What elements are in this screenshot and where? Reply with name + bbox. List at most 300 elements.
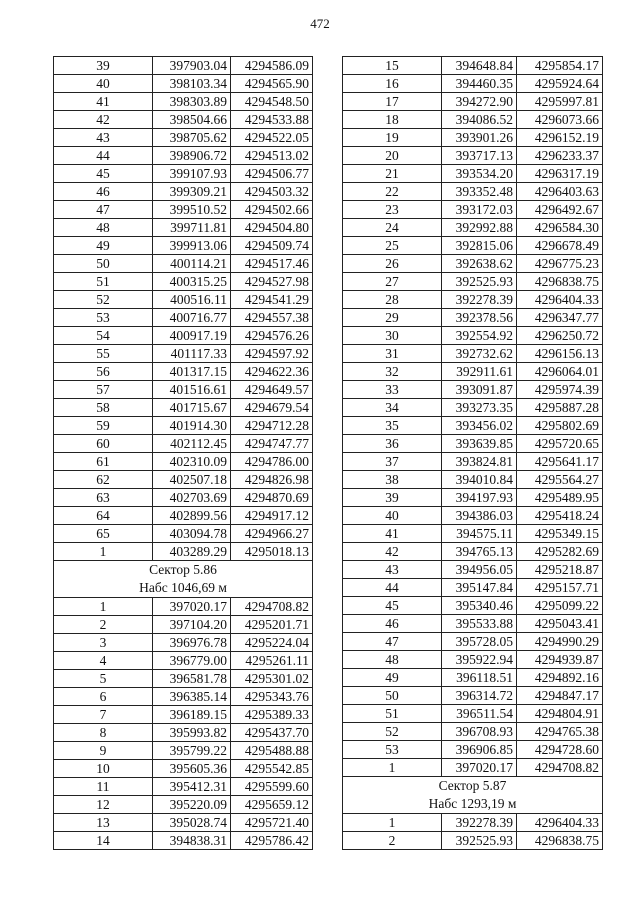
- point-number-cell: 18: [343, 111, 442, 129]
- point-number-cell: 24: [343, 219, 442, 237]
- y-coordinate-cell: 4294502.66: [231, 201, 313, 219]
- y-coordinate-cell: 4294509.74: [231, 237, 313, 255]
- table-row: [54, 147, 313, 165]
- x-coordinate-cell: 395340.46: [442, 597, 517, 615]
- y-coordinate-cell: 4295349.15: [517, 525, 603, 543]
- table-row: [54, 201, 313, 219]
- x-coordinate-cell: 394086.52: [442, 111, 517, 129]
- x-coordinate-cell: 402112.45: [153, 435, 231, 453]
- x-coordinate-cell: 401117.33: [153, 345, 231, 363]
- x-coordinate-cell: 394765.13: [442, 543, 517, 561]
- table-row: [54, 111, 313, 129]
- x-coordinate-cell: 393717.13: [442, 147, 517, 165]
- point-number-cell: 48: [54, 219, 153, 237]
- point-number-cell: 6: [54, 688, 153, 706]
- x-coordinate-cell: 399913.06: [153, 237, 231, 255]
- x-coordinate-cell: 398906.72: [153, 147, 231, 165]
- y-coordinate-cell: 4296233.37: [517, 147, 603, 165]
- table-row: [343, 129, 603, 147]
- point-number-cell: 8: [54, 724, 153, 742]
- table-row: [343, 111, 603, 129]
- y-coordinate-cell: 4294649.57: [231, 381, 313, 399]
- table-row: [54, 489, 313, 507]
- y-coordinate-cell: 4296073.66: [517, 111, 603, 129]
- x-coordinate-cell: 398504.66: [153, 111, 231, 129]
- x-coordinate-cell: 400917.19: [153, 327, 231, 345]
- sector-title: Сектор 5.87: [438, 778, 507, 793]
- table-row: [343, 201, 603, 219]
- table-row: [343, 489, 603, 507]
- table-row: [343, 633, 603, 651]
- x-coordinate-cell: 395220.09: [153, 796, 231, 814]
- table-row: [343, 597, 603, 615]
- x-coordinate-cell: 401715.67: [153, 399, 231, 417]
- coordinates-table-right: [342, 56, 603, 850]
- table-row: [54, 652, 313, 670]
- page-number: 472: [310, 16, 330, 31]
- point-number-cell: 53: [343, 741, 442, 759]
- table-row: [343, 165, 603, 183]
- x-coordinate-cell: 400315.25: [153, 273, 231, 291]
- table-row: [54, 129, 313, 147]
- y-coordinate-cell: 4296584.30: [517, 219, 603, 237]
- y-coordinate-cell: 4295489.95: [517, 489, 603, 507]
- y-coordinate-cell: 4294966.27: [231, 525, 313, 543]
- y-coordinate-cell: 4296678.49: [517, 237, 603, 255]
- point-number-cell: 16: [343, 75, 442, 93]
- y-coordinate-cell: 4295802.69: [517, 417, 603, 435]
- y-coordinate-cell: 4294917.12: [231, 507, 313, 525]
- table-row: [54, 507, 313, 525]
- y-coordinate-cell: 4295157.71: [517, 579, 603, 597]
- table-row: [54, 237, 313, 255]
- x-coordinate-cell: 399711.81: [153, 219, 231, 237]
- y-coordinate-cell: 4294576.26: [231, 327, 313, 345]
- x-coordinate-cell: 396906.85: [442, 741, 517, 759]
- table-row: [54, 471, 313, 489]
- x-coordinate-cell: 396385.14: [153, 688, 231, 706]
- y-coordinate-cell: 4294870.69: [231, 489, 313, 507]
- table-row: [54, 255, 313, 273]
- x-coordinate-cell: 396118.51: [442, 669, 517, 687]
- table-row: [343, 561, 603, 579]
- x-coordinate-cell: 396581.78: [153, 670, 231, 688]
- x-coordinate-cell: 392638.62: [442, 255, 517, 273]
- point-number-cell: 60: [54, 435, 153, 453]
- table-row: [343, 309, 603, 327]
- point-number-cell: 40: [54, 75, 153, 93]
- point-number-cell: 44: [54, 147, 153, 165]
- x-coordinate-cell: 394010.84: [442, 471, 517, 489]
- y-coordinate-cell: 4294517.46: [231, 255, 313, 273]
- y-coordinate-cell: 4295854.17: [517, 57, 603, 75]
- x-coordinate-cell: 395533.88: [442, 615, 517, 633]
- point-number-cell: 57: [54, 381, 153, 399]
- point-number-cell: 34: [343, 399, 442, 417]
- point-number-cell: 44: [343, 579, 442, 597]
- y-coordinate-cell: 4295599.60: [231, 778, 313, 796]
- x-coordinate-cell: 402310.09: [153, 453, 231, 471]
- table-row: [343, 93, 603, 111]
- x-coordinate-cell: 392525.93: [442, 273, 517, 291]
- sector-length: Набс 1046,69 м: [139, 580, 227, 595]
- point-number-cell: 7: [54, 706, 153, 724]
- y-coordinate-cell: 4295887.28: [517, 399, 603, 417]
- x-coordinate-cell: 395412.31: [153, 778, 231, 796]
- table-row: [54, 634, 313, 652]
- point-number-cell: 13: [54, 814, 153, 832]
- x-coordinate-cell: 398103.34: [153, 75, 231, 93]
- point-number-cell: 42: [343, 543, 442, 561]
- x-coordinate-cell: 392815.06: [442, 237, 517, 255]
- y-coordinate-cell: 4295721.40: [231, 814, 313, 832]
- y-coordinate-cell: 4295997.81: [517, 93, 603, 111]
- y-coordinate-cell: 4295099.22: [517, 597, 603, 615]
- x-coordinate-cell: 396708.93: [442, 723, 517, 741]
- x-coordinate-cell: 394575.11: [442, 525, 517, 543]
- x-coordinate-cell: 394197.93: [442, 489, 517, 507]
- table-row: [343, 507, 603, 525]
- x-coordinate-cell: 401516.61: [153, 381, 231, 399]
- table-row: [343, 579, 603, 597]
- x-coordinate-cell: 393352.48: [442, 183, 517, 201]
- x-coordinate-cell: 401317.15: [153, 363, 231, 381]
- y-coordinate-cell: 4294939.87: [517, 651, 603, 669]
- point-number-cell: 11: [54, 778, 153, 796]
- x-coordinate-cell: 394838.31: [153, 832, 231, 850]
- y-coordinate-cell: 4294747.77: [231, 435, 313, 453]
- table-row: [343, 381, 603, 399]
- point-number-cell: 31: [343, 345, 442, 363]
- y-coordinate-cell: 4296838.75: [517, 832, 603, 850]
- table-row: [343, 525, 603, 543]
- table-row: [54, 345, 313, 363]
- x-coordinate-cell: 392278.39: [442, 291, 517, 309]
- table-row: [54, 93, 313, 111]
- sector-header: [343, 777, 603, 814]
- table-row: [343, 741, 603, 759]
- point-number-cell: 43: [54, 129, 153, 147]
- y-coordinate-cell: 4294565.90: [231, 75, 313, 93]
- point-number-cell: 23: [343, 201, 442, 219]
- point-number-cell: 47: [54, 201, 153, 219]
- y-coordinate-cell: 4295301.02: [231, 670, 313, 688]
- table-row: [54, 778, 313, 796]
- y-coordinate-cell: 4294712.28: [231, 417, 313, 435]
- x-coordinate-cell: 395922.94: [442, 651, 517, 669]
- y-coordinate-cell: 4294506.77: [231, 165, 313, 183]
- y-coordinate-cell: 4295343.76: [231, 688, 313, 706]
- point-number-cell: 41: [343, 525, 442, 543]
- point-number-cell: 32: [343, 363, 442, 381]
- point-number-cell: 39: [343, 489, 442, 507]
- x-coordinate-cell: 393534.20: [442, 165, 517, 183]
- point-number-cell: 58: [54, 399, 153, 417]
- x-coordinate-cell: 402507.18: [153, 471, 231, 489]
- y-coordinate-cell: 4296152.19: [517, 129, 603, 147]
- table-row: [54, 688, 313, 706]
- point-number-cell: 22: [343, 183, 442, 201]
- table-row: [54, 273, 313, 291]
- x-coordinate-cell: 398303.89: [153, 93, 231, 111]
- point-number-cell: 48: [343, 651, 442, 669]
- y-coordinate-cell: 4295018.13: [231, 543, 313, 561]
- table-row: [54, 75, 313, 93]
- y-coordinate-cell: 4296838.75: [517, 273, 603, 291]
- point-number-cell: 63: [54, 489, 153, 507]
- x-coordinate-cell: 398705.62: [153, 129, 231, 147]
- table-row: [54, 814, 313, 832]
- point-number-cell: 47: [343, 633, 442, 651]
- table-row: [343, 759, 603, 777]
- x-coordinate-cell: 393824.81: [442, 453, 517, 471]
- x-coordinate-cell: 393639.85: [442, 435, 517, 453]
- point-number-cell: 17: [343, 93, 442, 111]
- table-row: [54, 399, 313, 417]
- y-coordinate-cell: 4294804.91: [517, 705, 603, 723]
- table-row: [343, 453, 603, 471]
- point-number-cell: 29: [343, 309, 442, 327]
- y-coordinate-cell: 4295224.04: [231, 634, 313, 652]
- x-coordinate-cell: 394272.90: [442, 93, 517, 111]
- table-row: [54, 543, 313, 561]
- y-coordinate-cell: 4295261.11: [231, 652, 313, 670]
- y-coordinate-cell: 4296317.19: [517, 165, 603, 183]
- x-coordinate-cell: 395799.22: [153, 742, 231, 760]
- x-coordinate-cell: 392732.62: [442, 345, 517, 363]
- table-row: [343, 615, 603, 633]
- point-number-cell: 19: [343, 129, 442, 147]
- y-coordinate-cell: 4296064.01: [517, 363, 603, 381]
- x-coordinate-cell: 400516.11: [153, 291, 231, 309]
- y-coordinate-cell: 4295043.41: [517, 615, 603, 633]
- point-number-cell: 49: [343, 669, 442, 687]
- y-coordinate-cell: 4296404.33: [517, 291, 603, 309]
- x-coordinate-cell: 395728.05: [442, 633, 517, 651]
- point-number-cell: 49: [54, 237, 153, 255]
- x-coordinate-cell: 394648.84: [442, 57, 517, 75]
- table-row: [343, 363, 603, 381]
- y-coordinate-cell: 4296404.33: [517, 814, 603, 832]
- x-coordinate-cell: 403289.29: [153, 543, 231, 561]
- y-coordinate-cell: 4294597.92: [231, 345, 313, 363]
- y-coordinate-cell: 4296775.23: [517, 255, 603, 273]
- point-number-cell: 51: [343, 705, 442, 723]
- table-row: [54, 670, 313, 688]
- table-row: [343, 327, 603, 345]
- y-coordinate-cell: 4295201.71: [231, 616, 313, 634]
- y-coordinate-cell: 4296492.67: [517, 201, 603, 219]
- x-coordinate-cell: 396511.54: [442, 705, 517, 723]
- sector-header-row: [343, 777, 603, 814]
- y-coordinate-cell: 4294728.60: [517, 741, 603, 759]
- table-row: [54, 598, 313, 616]
- table-row: [343, 471, 603, 489]
- y-coordinate-cell: 4295389.33: [231, 706, 313, 724]
- x-coordinate-cell: 393091.87: [442, 381, 517, 399]
- y-coordinate-cell: 4295659.12: [231, 796, 313, 814]
- point-number-cell: 4: [54, 652, 153, 670]
- point-number-cell: 46: [54, 183, 153, 201]
- x-coordinate-cell: 397104.20: [153, 616, 231, 634]
- x-coordinate-cell: 396314.72: [442, 687, 517, 705]
- table-row: [54, 796, 313, 814]
- y-coordinate-cell: 4295720.65: [517, 435, 603, 453]
- table-row: [54, 165, 313, 183]
- x-coordinate-cell: 396779.00: [153, 652, 231, 670]
- table-row: [54, 742, 313, 760]
- point-number-cell: 3: [54, 634, 153, 652]
- table-row: [343, 255, 603, 273]
- point-number-cell: 55: [54, 345, 153, 363]
- point-number-cell: 46: [343, 615, 442, 633]
- x-coordinate-cell: 395147.84: [442, 579, 517, 597]
- sector-header: [54, 561, 313, 598]
- table-row: [54, 724, 313, 742]
- table-row: [343, 183, 603, 201]
- x-coordinate-cell: 401914.30: [153, 417, 231, 435]
- y-coordinate-cell: 4295542.85: [231, 760, 313, 778]
- point-number-cell: 65: [54, 525, 153, 543]
- y-coordinate-cell: 4294708.82: [231, 598, 313, 616]
- y-coordinate-cell: 4294533.88: [231, 111, 313, 129]
- point-number-cell: 40: [343, 507, 442, 525]
- point-number-cell: 39: [54, 57, 153, 75]
- y-coordinate-cell: 4294826.98: [231, 471, 313, 489]
- point-number-cell: 43: [343, 561, 442, 579]
- point-number-cell: 52: [54, 291, 153, 309]
- y-coordinate-cell: 4294586.09: [231, 57, 313, 75]
- point-number-cell: 25: [343, 237, 442, 255]
- table-row: [343, 147, 603, 165]
- point-number-cell: 38: [343, 471, 442, 489]
- x-coordinate-cell: 392911.61: [442, 363, 517, 381]
- point-number-cell: 26: [343, 255, 442, 273]
- y-coordinate-cell: 4294892.16: [517, 669, 603, 687]
- y-coordinate-cell: 4296156.13: [517, 345, 603, 363]
- x-coordinate-cell: 394956.05: [442, 561, 517, 579]
- table-row: [343, 75, 603, 93]
- table-row: [54, 309, 313, 327]
- point-number-cell: 61: [54, 453, 153, 471]
- point-number-cell: 28: [343, 291, 442, 309]
- y-coordinate-cell: 4295974.39: [517, 381, 603, 399]
- x-coordinate-cell: 392378.56: [442, 309, 517, 327]
- y-coordinate-cell: 4294541.29: [231, 291, 313, 309]
- table-row: [54, 706, 313, 724]
- point-number-cell: 45: [54, 165, 153, 183]
- point-number-cell: 1: [343, 759, 442, 777]
- table-row: [54, 291, 313, 309]
- x-coordinate-cell: 393273.35: [442, 399, 517, 417]
- table-row: [343, 669, 603, 687]
- x-coordinate-cell: 393172.03: [442, 201, 517, 219]
- table-row: [343, 723, 603, 741]
- x-coordinate-cell: 399510.52: [153, 201, 231, 219]
- x-coordinate-cell: 392278.39: [442, 814, 517, 832]
- point-number-cell: 12: [54, 796, 153, 814]
- table-row: [54, 435, 313, 453]
- x-coordinate-cell: 403094.78: [153, 525, 231, 543]
- x-coordinate-cell: 400114.21: [153, 255, 231, 273]
- x-coordinate-cell: 393901.26: [442, 129, 517, 147]
- point-number-cell: 1: [54, 598, 153, 616]
- table-row: [343, 273, 603, 291]
- table-row: [343, 291, 603, 309]
- point-number-cell: 1: [54, 543, 153, 561]
- point-number-cell: 50: [343, 687, 442, 705]
- point-number-cell: 35: [343, 417, 442, 435]
- x-coordinate-cell: 395993.82: [153, 724, 231, 742]
- table-row: [343, 435, 603, 453]
- table-row: [54, 363, 313, 381]
- x-coordinate-cell: 399107.93: [153, 165, 231, 183]
- y-coordinate-cell: 4294503.32: [231, 183, 313, 201]
- x-coordinate-cell: 394460.35: [442, 75, 517, 93]
- y-coordinate-cell: 4294513.02: [231, 147, 313, 165]
- point-number-cell: 15: [343, 57, 442, 75]
- y-coordinate-cell: 4295924.64: [517, 75, 603, 93]
- table-row: [54, 525, 313, 543]
- point-number-cell: 54: [54, 327, 153, 345]
- y-coordinate-cell: 4294622.36: [231, 363, 313, 381]
- point-number-cell: 14: [54, 832, 153, 850]
- table-row: [343, 219, 603, 237]
- table-row: [54, 760, 313, 778]
- table-row: [54, 453, 313, 471]
- x-coordinate-cell: 396189.15: [153, 706, 231, 724]
- point-number-cell: 27: [343, 273, 442, 291]
- x-coordinate-cell: 394386.03: [442, 507, 517, 525]
- point-number-cell: 53: [54, 309, 153, 327]
- point-number-cell: 52: [343, 723, 442, 741]
- y-coordinate-cell: 4294557.38: [231, 309, 313, 327]
- table-row: [54, 57, 313, 75]
- point-number-cell: 5: [54, 670, 153, 688]
- y-coordinate-cell: 4294847.17: [517, 687, 603, 705]
- y-coordinate-cell: 4295437.70: [231, 724, 313, 742]
- y-coordinate-cell: 4294765.38: [517, 723, 603, 741]
- y-coordinate-cell: 4295488.88: [231, 742, 313, 760]
- y-coordinate-cell: 4294990.29: [517, 633, 603, 651]
- x-coordinate-cell: 393456.02: [442, 417, 517, 435]
- table-row: [343, 832, 603, 850]
- x-coordinate-cell: 399309.21: [153, 183, 231, 201]
- table-row: [343, 57, 603, 75]
- table-row: [343, 399, 603, 417]
- y-coordinate-cell: 4295641.17: [517, 453, 603, 471]
- table-row: [54, 417, 313, 435]
- y-coordinate-cell: 4295282.69: [517, 543, 603, 561]
- x-coordinate-cell: 392992.88: [442, 219, 517, 237]
- point-number-cell: 59: [54, 417, 153, 435]
- point-number-cell: 42: [54, 111, 153, 129]
- x-coordinate-cell: 392554.92: [442, 327, 517, 345]
- point-number-cell: 45: [343, 597, 442, 615]
- x-coordinate-cell: 402703.69: [153, 489, 231, 507]
- coordinates-table-left: [53, 56, 313, 850]
- sector-header-row: [54, 561, 313, 598]
- point-number-cell: 50: [54, 255, 153, 273]
- x-coordinate-cell: 397020.17: [153, 598, 231, 616]
- table-row: [343, 345, 603, 363]
- y-coordinate-cell: 4294679.54: [231, 399, 313, 417]
- point-number-cell: 36: [343, 435, 442, 453]
- point-number-cell: 33: [343, 381, 442, 399]
- y-coordinate-cell: 4294786.00: [231, 453, 313, 471]
- point-number-cell: 56: [54, 363, 153, 381]
- table-row: [54, 616, 313, 634]
